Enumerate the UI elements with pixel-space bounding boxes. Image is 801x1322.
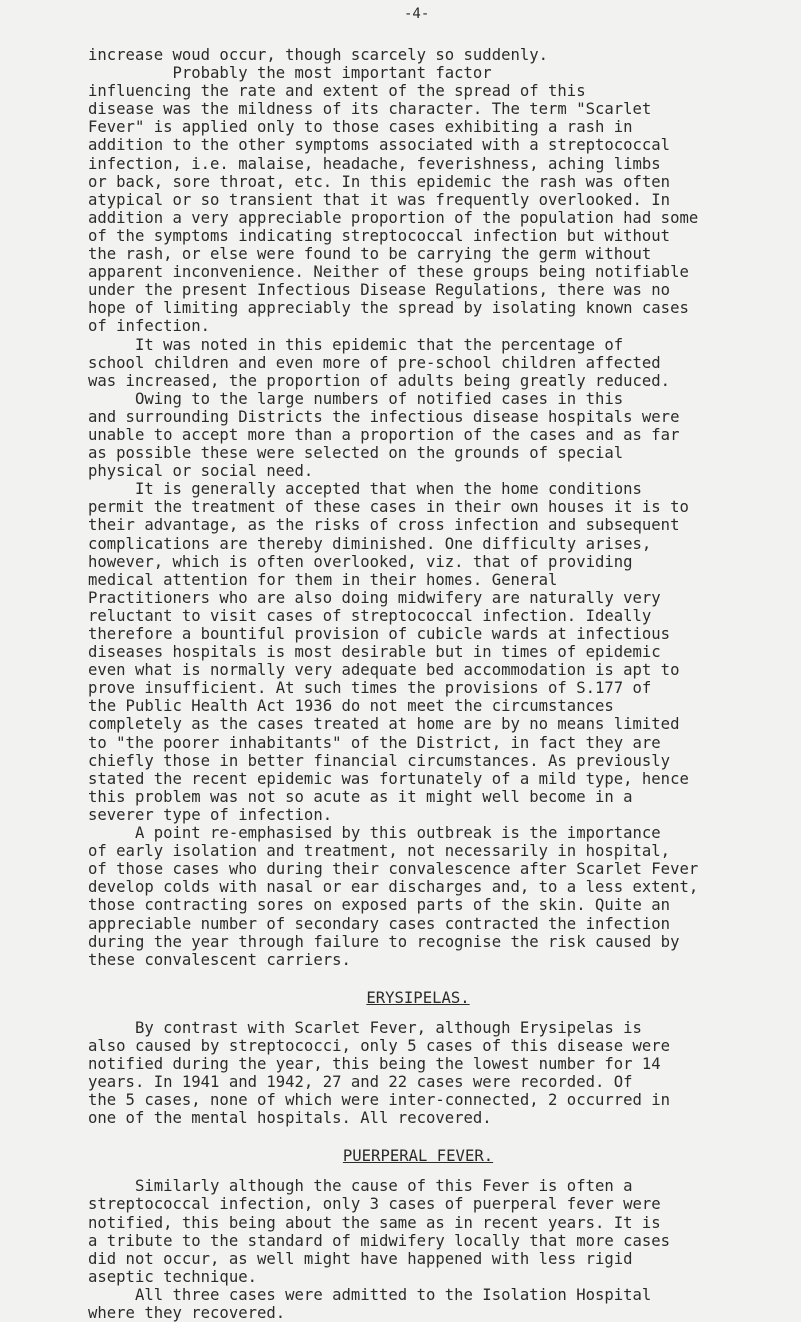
text-line: a tribute to the standard of midwifery locally that more cases [88,1231,671,1250]
erysipelas-section [88,1019,748,1128]
heading-puerperal-fever: PUERPERAL FEVER. [342,1147,494,1166]
text-line: those contracting sores on exposed parts of the skin. Quite an [88,896,671,915]
text-line: did not occur, as well might have happened with less rigid [88,1249,633,1268]
text-line: to "the poorer inhabitants" of the District, in fact they are [88,733,661,752]
text-line: It is generally accepted that when the home conditions [88,480,642,499]
text-line: school children and even more of pre-school children affected [88,353,661,372]
text-line: however, which is often overlooked, viz. that of providing [88,552,633,571]
text-line: Probably the most important factor [88,64,492,83]
text-line: hope of limiting appreciably the spread by isolating known cases [88,299,689,318]
text-line: appreciable number of secondary cases contracted the infection [88,914,671,933]
text-line: diseases hospitals is most desirable but in times of epidemic [88,643,661,662]
text-line: physical or social need. [88,462,314,481]
text-line: as possible these were selected on the grounds of special [88,444,624,463]
text-line: All three cases were admitted to the Isolation Hospital [88,1285,652,1304]
text-line: aseptic technique. [88,1267,257,1286]
text-line: these convalescent carriers. [88,950,351,969]
text-line: By contrast with Scarlet Fever, although Erysipelas is [88,1018,642,1037]
text-line: permit the treatment of these cases in their own houses it is to [88,498,689,517]
body-text [88,46,748,1322]
text-line: prove insufficient. At such times the provisions of S.177 of [88,679,652,698]
text-line: streptococcal infection, only 3 cases of puerperal fever were [88,1195,661,1214]
text-line: atypical or so transient that it was frequently overlooked. In [88,190,671,209]
text-line: their advantage, as the risks of cross infection and subsequent [88,516,680,535]
text-line: or back, sore throat, etc. In this epidemic the rash was often [88,172,671,191]
text-line: therefore a bountiful provision of cubicle wards at infectious [88,625,671,643]
text-line: Practitioners who are also doing midwifery are naturally very [88,588,661,607]
text-line: influencing the rate and extent of the spread of this [88,82,586,101]
text-line: develop colds with nasal or ear discharges and, to a less extent, [88,878,699,897]
text-line: addition a very appreciable proportion of the population had some [88,208,699,227]
text-line: notified, this being about the same as in recent years. It is [88,1213,661,1232]
text-line: apparent inconvenience. Neither of these groups being notifiable [88,263,689,282]
text-line: Owing to the large numbers of notified cases in this [88,389,624,408]
text-line: It was noted in this epidemic that the percentage of [88,335,624,354]
text-line: increase woud occur, though scarcely so suddenly. [88,46,549,64]
text-line: of those cases who during their convalescence after Scarlet Fever [88,860,699,879]
text-line: the rash, or else were found to be carrying the germ without [88,245,652,264]
puerperal-fever-section [88,1177,748,1322]
text-line: of the symptoms indicating streptococcal infection but without [88,226,671,245]
text-line: stated the recent epidemic was fortunately of a mild type, hence [88,769,689,788]
text-line: addition to the other symptoms associated with a streptococcal [88,136,671,155]
text-line: even what is normally very adequate bed accommodation is apt to [88,661,680,680]
text-line: also caused by streptococci, only 5 cases of this disease were [88,1036,671,1055]
text-line: during the year through failure to recognise the risk caused by [88,932,680,951]
page-number: -4- [404,6,430,22]
text-line: completely as the cases treated at home are by no means limited [88,715,680,734]
text-line: years. In 1941 and 1942, 27 and 22 cases were recorded. Of [88,1073,633,1092]
text-line: one of the mental hospitals. All recovered. [88,1109,492,1128]
text-line: was increased, the proportion of adults being greatly reduced. [88,371,671,390]
scarlet-fever-section [88,46,748,969]
text-line: chiefly those in better financial circumstances. As previously [88,751,671,770]
text-line: severer type of infection. [88,805,333,824]
text-line: this problem was not so acute as it might well become in a [88,787,633,806]
text-line: reluctant to visit cases of streptococcal infection. Ideally [88,606,652,625]
text-line: unable to accept more than a proportion of the cases and as far [88,425,680,444]
text-line: the 5 cases, none of which were inter-connected, 2 occurred in [88,1091,671,1110]
text-line: notified during the year, this being the lowest number for 14 [88,1054,661,1073]
heading-erysipelas: ERYSIPELAS. [366,988,470,1007]
text-line: and surrounding Districts the infectious disease hospitals were [88,407,680,426]
text-line: infection, i.e. malaise, headache, feverishness, aching limbs [88,154,661,173]
text-line: of infection. [88,317,211,336]
text-line: disease was the mildness of its character. The term "Scarlet [88,100,652,119]
text-line: of early isolation and treatment, not necessarily in hospital, [88,842,671,861]
text-line: Similarly although the cause of this Fever is often a [88,1177,633,1196]
text-line: complications are thereby diminished. One difficulty arises, [88,534,652,553]
text-line: A point re-emphasised by this outbreak is the importance [88,824,661,843]
text-line: under the present Infectious Disease Regulations, there was no [88,281,671,300]
text-line: Fever" is applied only to those cases exhibiting a rash in [88,118,633,137]
text-line: where they recovered. [88,1304,286,1322]
text-line: medical attention for them in their homes. General [88,570,558,589]
text-line: the Public Health Act 1936 do not meet the circumstances [88,697,614,716]
